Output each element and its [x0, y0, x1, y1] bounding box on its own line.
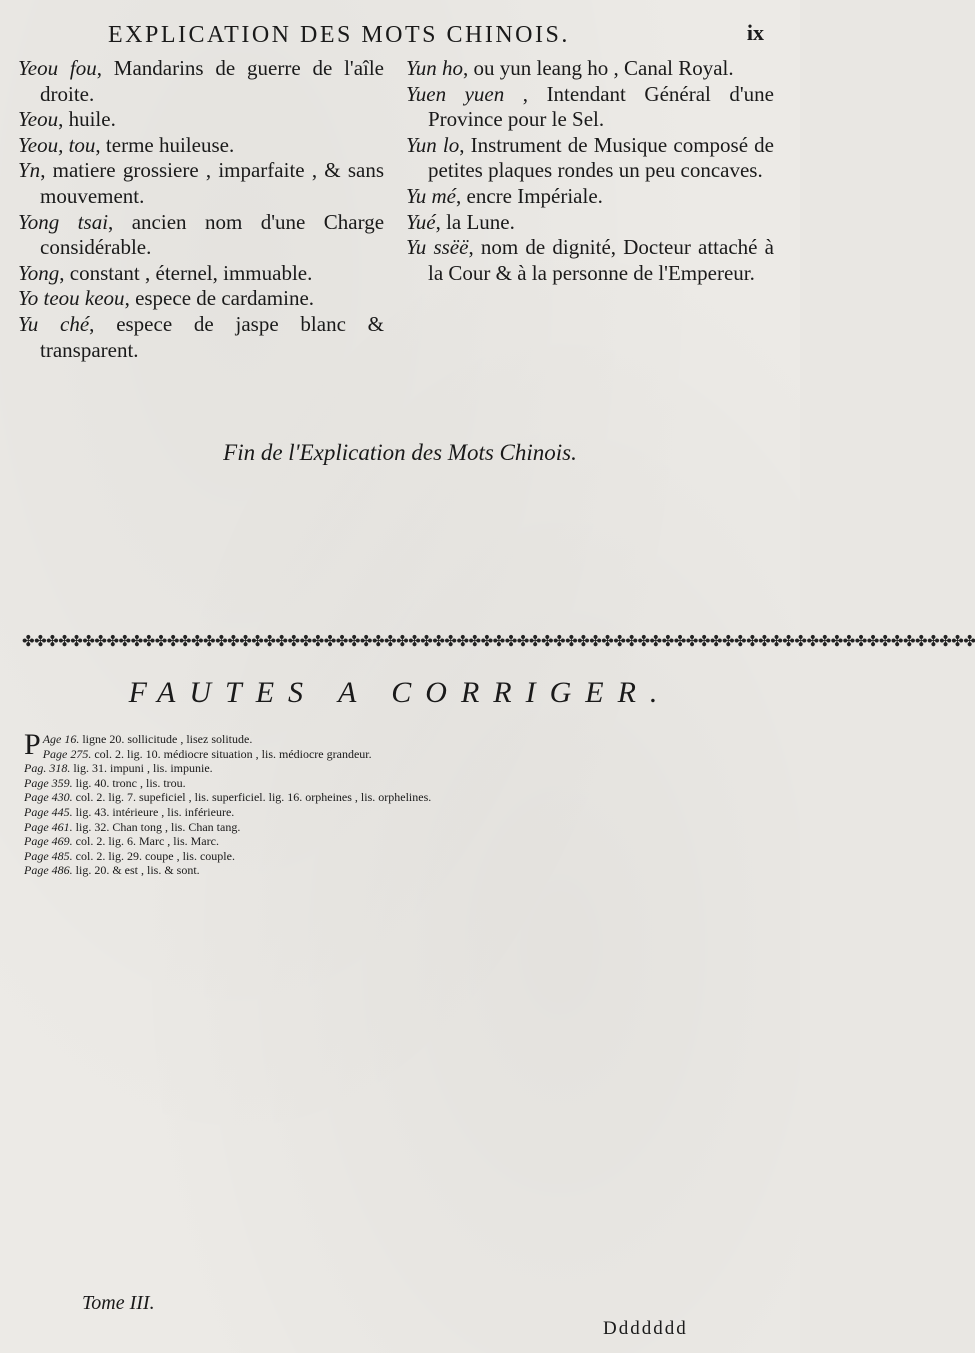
- section-end-line: Fin de l'Explication des Mots Chinois.: [223, 440, 577, 465]
- entry-term: Yeou: [18, 107, 59, 132]
- glossary-entry: Yong, constant , éternel, immuable.: [18, 260, 313, 285]
- entry-definition: la Lune.: [446, 209, 515, 234]
- entry-term: Yu ssëë: [406, 235, 469, 260]
- errata-page: Page 430.: [24, 790, 73, 805]
- errata-correction: lig. 43. intérieure , lis. inférieure.: [75, 804, 235, 819]
- entry-definition: constant , éternel, immuable.: [69, 260, 313, 285]
- glossary-entry: Yu ché, espece de jaspe blanc & transparent.: [18, 311, 384, 362]
- errata-correction: lig. 40. tronc , lis. trou.: [75, 775, 186, 790]
- entry-definition: Instrument de Musique composé de petites plaques rondes un peu concaves.: [428, 132, 774, 183]
- errata-correction: lig. 20. & est , lis. & sont.: [75, 863, 200, 878]
- errata-correction: col. 2. lig. 6. Marc , lis. Marc.: [75, 834, 219, 849]
- entry-term: Yun lo: [406, 132, 460, 157]
- errata-page: Page 469.: [24, 834, 73, 849]
- glossary-entry: Yun lo, Instrument de Musique composé de petites plaques rondes un peu concaves.: [406, 132, 774, 183]
- glossary-entry: Yo teou keou, espece de cardamine.: [18, 286, 315, 311]
- signature-mark: Ddddddd: [603, 1318, 688, 1339]
- entry-term: Yeou fou: [18, 56, 97, 80]
- errata-correction: col. 2. lig. 29. coupe , lis. couple.: [75, 848, 235, 863]
- errata-row: [24, 776, 644, 791]
- errata-page: Page 445.: [24, 804, 73, 819]
- entry-term: Yeou, tou: [18, 132, 96, 157]
- errata-list: [24, 728, 644, 878]
- errata-row: [24, 732, 644, 747]
- entry-definition: ou yun leang ho , Canal Royal.: [473, 56, 734, 80]
- volume-label: Tome III.: [82, 1292, 155, 1314]
- entry-definition: encre Impériale.: [466, 183, 603, 208]
- errata-page: Page 275.: [42, 746, 92, 761]
- entry-term: Yong tsai: [18, 209, 109, 234]
- errata-page: Age 16.: [42, 732, 80, 746]
- entry-term: Yong: [18, 260, 60, 285]
- errata-row: [24, 805, 644, 820]
- ornamental-rule: ✤✤✤✤✤✤✤✤✤✤✤✤✤✤✤✤✤✤✤✤✤✤✤✤✤✤✤✤✤✤✤✤✤✤✤✤✤✤✤✤✤✤✤✤✤✤✤✤✤✤✤✤✤✤✤✤✤✤✤✤✤✤✤✤✤✤✤✤✤✤✤✤✤✤✤✤✤✤✤: [22, 634, 975, 650]
- errata-correction: ligne 20. sollicitude , lisez solitude.: [82, 732, 253, 746]
- errata-row: [24, 849, 644, 864]
- entry-term: Yo teou keou: [18, 286, 125, 311]
- entry-term: Yun ho: [406, 56, 464, 80]
- entry-term: Yu mé: [406, 183, 456, 208]
- glossary-entry: Yun ho, ou yun leang ho , Canal Royal.: [406, 56, 734, 80]
- glossary-entry: Yn, matiere grossiere , imparfaite , & sans mouvement.: [18, 158, 384, 208]
- entry-definition: espece de cardamine.: [135, 286, 315, 311]
- entry-definition: Mandarins de guerre de l'aîle droite.: [40, 56, 385, 106]
- entry-definition: matiere grossiere , imparfaite , & sans mouvement.: [40, 158, 384, 208]
- entry-term: Yué: [406, 209, 436, 234]
- glossary-entry: Yong tsai, ancien nom d'une Charge considérable.: [18, 209, 385, 260]
- glossary-entry: Yué, la Lune.: [406, 209, 515, 234]
- glossary-entry: Yeou fou, Mandarins de guerre de l'aîle droite.: [18, 56, 385, 106]
- errata-row: [24, 790, 644, 805]
- entry-term: Yn: [18, 158, 41, 183]
- entry-definition: espece de jaspe blanc & transparent.: [40, 311, 384, 362]
- glossary-entry: Yeou, huile.: [18, 107, 116, 132]
- errata-page: Page 485.: [24, 848, 73, 863]
- entry-definition: huile.: [68, 107, 116, 132]
- entry-term: Yuen yuen: [406, 81, 505, 106]
- glossary-entry: Yeou, tou, terme huileuse.: [18, 132, 235, 157]
- running-head: EXPLICATION DES MOTS CHINOIS.: [108, 22, 570, 48]
- glossary-left-column: [18, 56, 384, 363]
- glossary-entry: Yu ssëë, nom de dignité, Docteur attaché à la Cour & à la personne de l'Empereur.: [406, 235, 774, 285]
- errata-page: Page 359.: [24, 775, 73, 790]
- entry-definition: ancien nom d'une Charge considérable.: [40, 209, 385, 260]
- drop-cap: P: [24, 728, 41, 761]
- errata-page: Page 486.: [24, 863, 73, 878]
- entry-definition: Intendant Général d'une Province pour le Sel.: [428, 81, 774, 132]
- errata-page: Pag. 318.: [24, 761, 71, 776]
- errata-correction: col. 2. lig. 7. supeficiel , lis. superficiel. lig. 16. orpheines , lis. orphelines.: [75, 790, 432, 805]
- entry-definition: nom de dignité, Docteur attaché à la Cour & à la personne de l'Empereur.: [428, 235, 774, 285]
- glossary-entry: Yuen yuen , Intendant Général d'une Province pour le Sel.: [406, 81, 774, 132]
- errata-correction: lig. 32. Chan tong , lis. Chan tang.: [75, 819, 241, 834]
- errata-row: [24, 834, 644, 849]
- errata-row: [24, 747, 644, 762]
- errata-page: Page 461.: [24, 819, 73, 834]
- page-number: ix: [746, 20, 764, 45]
- errata-correction: col. 2. lig. 10. médiocre situation , lis. médiocre grandeur.: [94, 746, 372, 761]
- glossary-right-column: [406, 56, 774, 286]
- entry-term: Yu ché: [18, 311, 90, 336]
- errata-correction: lig. 31. impuni , lis. impunie.: [73, 761, 213, 776]
- glossary-entry: Yu mé, encre Impériale.: [406, 183, 603, 208]
- entry-definition: terme huileuse.: [105, 132, 235, 157]
- errata-heading: FAUTES A CORRIGER.: [128, 676, 672, 709]
- errata-row: [24, 820, 644, 835]
- errata-row: [24, 761, 644, 776]
- errata-row: [24, 863, 644, 878]
